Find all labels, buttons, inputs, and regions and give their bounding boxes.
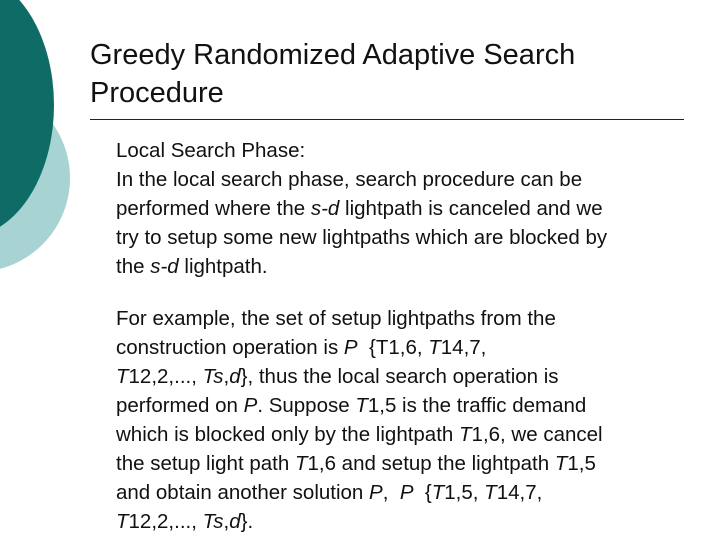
italic-run: s-d bbox=[150, 255, 179, 278]
body-line bbox=[116, 507, 702, 536]
text-run: the setup light path bbox=[116, 452, 295, 475]
example-paragraph bbox=[116, 304, 702, 536]
body-line bbox=[116, 449, 702, 478]
text-run: performed where the bbox=[116, 197, 311, 220]
body-line bbox=[116, 391, 702, 420]
italic-run: d bbox=[229, 365, 241, 388]
italic-run: T bbox=[554, 452, 568, 475]
body-line: try to setup some new lightpaths which are blocked by bbox=[116, 226, 608, 249]
text-run: 12,2,..., bbox=[128, 510, 203, 533]
italic-run: Ts bbox=[202, 510, 224, 533]
body-line: For example, the set of setup lightpaths from the bbox=[116, 307, 556, 330]
italic-run: T bbox=[355, 394, 368, 417]
italic-run: T bbox=[484, 481, 497, 504]
text-run: , bbox=[223, 365, 230, 388]
text-run: { bbox=[413, 481, 432, 504]
paragraph-heading: Local Search Phase: bbox=[116, 139, 306, 162]
text-run: and obtain another solution bbox=[116, 481, 370, 504]
text-run: 1,5 bbox=[567, 452, 596, 475]
text-run: which is blocked only by the lightpath bbox=[116, 423, 460, 446]
body-line: In the local search phase, search procedure can be bbox=[116, 168, 583, 191]
text-run: 14,7, bbox=[440, 336, 487, 359]
italic-run: s-d bbox=[310, 197, 340, 220]
text-run: lightpath is canceled and we bbox=[339, 197, 603, 220]
text-run: the bbox=[116, 255, 151, 278]
text-run: 1,6 and setup the lightpath bbox=[307, 452, 555, 475]
title-divider bbox=[90, 119, 684, 120]
text-run: 12,2,..., bbox=[128, 365, 203, 388]
italic-run: P bbox=[399, 481, 414, 504]
title-line-2: Procedure bbox=[90, 77, 224, 109]
italic-run: Ts bbox=[202, 365, 224, 388]
text-run: , bbox=[223, 510, 230, 533]
italic-run: P bbox=[369, 481, 383, 504]
text-run: 14,7, bbox=[496, 481, 543, 504]
slide-body bbox=[116, 136, 702, 536]
text-run: 1,6, we cancel bbox=[471, 423, 603, 446]
italic-run: T bbox=[116, 510, 129, 533]
dark-teal-circle bbox=[0, 0, 54, 237]
italic-run: P bbox=[343, 336, 358, 359]
slide-title bbox=[90, 36, 690, 112]
light-teal-circle bbox=[0, 84, 70, 272]
italic-run: T bbox=[459, 423, 472, 446]
text-run: }, thus the local search operation is bbox=[240, 365, 559, 388]
text-run: }. bbox=[240, 510, 254, 533]
title-line-1: Greedy Randomized Adaptive Search bbox=[90, 39, 576, 71]
italic-run: d bbox=[229, 510, 241, 533]
text-run: , bbox=[382, 481, 400, 504]
text-run: {T1,6, bbox=[357, 336, 429, 359]
local-search-paragraph bbox=[116, 136, 702, 281]
text-run: . Suppose bbox=[257, 394, 356, 417]
text-run: construction operation is bbox=[116, 336, 344, 359]
text-run: 1,5, bbox=[444, 481, 485, 504]
text-run: performed on bbox=[116, 394, 244, 417]
italic-run: T bbox=[294, 452, 308, 475]
italic-run: T bbox=[428, 336, 441, 359]
body-line bbox=[116, 478, 702, 507]
italic-run: T bbox=[116, 365, 129, 388]
body-line bbox=[116, 420, 702, 449]
body-line bbox=[116, 252, 702, 281]
text-run: lightpath. bbox=[178, 255, 268, 278]
body-line bbox=[116, 333, 702, 362]
body-line bbox=[116, 194, 702, 223]
italic-run: T bbox=[431, 481, 445, 504]
text-run: 1,5 is the traffic demand bbox=[367, 394, 587, 417]
italic-run: P bbox=[243, 394, 258, 417]
body-line bbox=[116, 362, 702, 391]
